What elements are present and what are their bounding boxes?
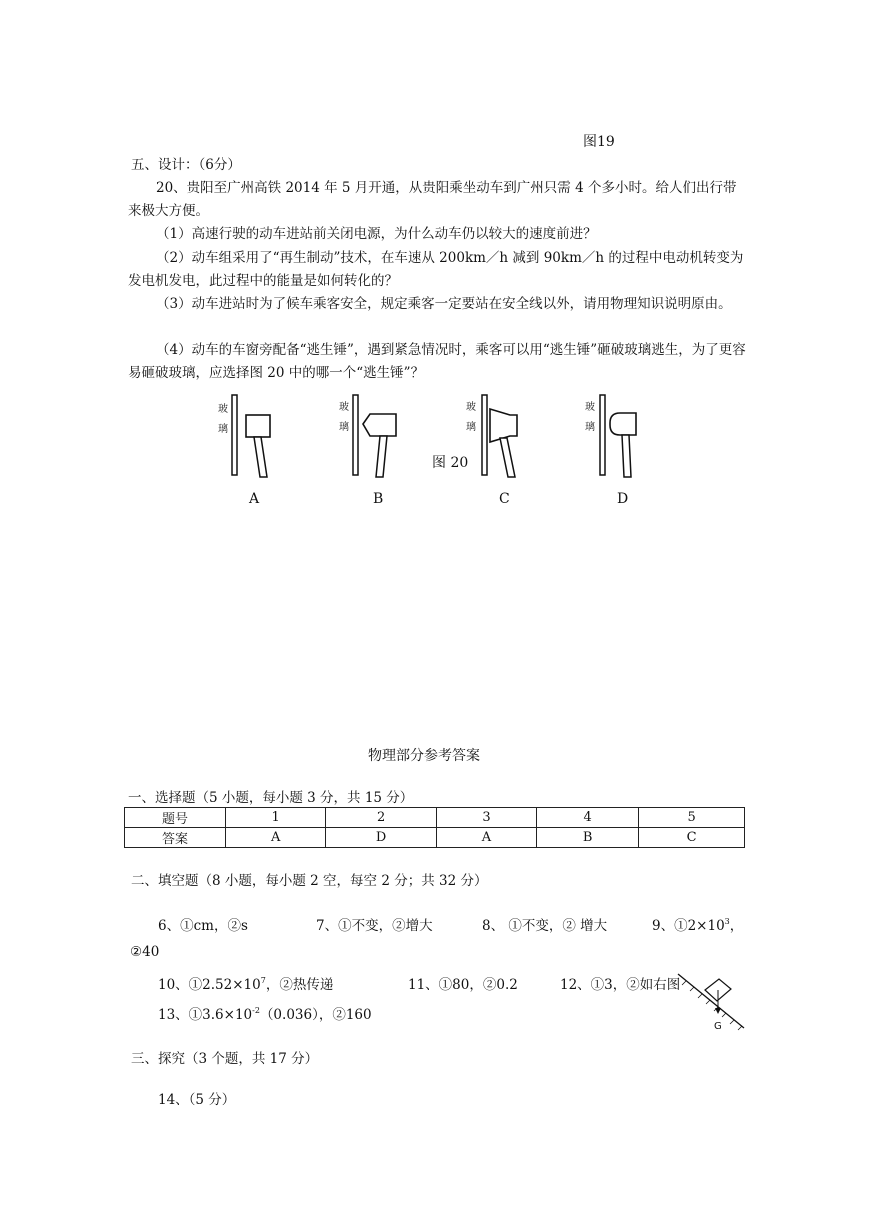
- multiple-choice-heading: 一、选择题（5 小题，每小题 3 分，共 15 分）: [128, 790, 414, 806]
- table-cell: A: [436, 828, 536, 848]
- table-row: [125, 828, 745, 848]
- answer-10: 10、$①2.52\times 10^7$，②热传递: [158, 976, 334, 993]
- question-20-part-4: （4）动车的车窗旁配备“逃生锤”，遇到紧急情况时，乘客可以用“逃生锤”砸破玻璃逃生，为了更容易砸破玻璃，应选择图 20 中的哪一个“逃生锤”？: [128, 342, 746, 381]
- table-cell: 答案: [125, 828, 226, 848]
- option-a-label: A: [249, 491, 260, 507]
- question-20-part-3: （3）动车进站时为了候车乘客安全，规定乘客一定要站在安全线以外，请用物理知识说明原由。: [156, 296, 732, 312]
- figure-20-caption: 图 20: [432, 455, 469, 471]
- table-cell: 1: [226, 808, 326, 828]
- figure-19-caption: 图19: [583, 134, 615, 150]
- answer-11: 11、①80，②0.2: [408, 977, 518, 993]
- question-20-part-2: （2）动车组采用了“再生制动”技术，在车速从 200km／h 减到 90km／h 的过程中电动机转变为发电机发电，此过程中的能量是如何转化的？: [128, 250, 744, 289]
- table-cell: B: [537, 828, 639, 848]
- table-cell: D: [326, 828, 436, 848]
- answer-7: 7、①不变，②增大: [316, 918, 433, 934]
- answer-14: 14、（5 分）: [158, 1092, 236, 1108]
- table-cell: 题号: [125, 808, 226, 828]
- fill-in-heading: 二、填空题（8 小题，每小题 2 空，每空 2 分；共 32 分）: [131, 873, 488, 889]
- answer-9-continued: ②40: [130, 944, 160, 960]
- answer-6: 6、①cm，②s: [158, 918, 248, 934]
- option-c-label: C: [499, 491, 510, 507]
- glass-label-d-1: 玻: [585, 402, 595, 413]
- table-cell: 4: [537, 808, 639, 828]
- answers-title: 物理部分参考答案: [368, 748, 480, 764]
- glass-label-c-2: 璃: [466, 422, 476, 433]
- question-20-intro: 20、贵阳至广州高铁 2014 年 5 月开通，从贵阳乘坐动车到广州只需 4 个多小时。给人们出行带来极大方便。: [128, 180, 737, 219]
- inclined-plane-diagram: [676, 970, 748, 1034]
- table-cell: 2: [326, 808, 436, 828]
- answer-13: 13、$①3.6\times 10^{-2}(0.036)$，②160: [158, 1006, 372, 1023]
- question-20-part-1: （1）高速行驶的动车进站前关闭电源，为什么动车仍以较大的速度前进？: [156, 226, 597, 242]
- glass-label-a-1: 玻: [218, 404, 228, 415]
- glass-label-c-1: 玻: [466, 402, 476, 413]
- glass-label-a-2: 璃: [218, 424, 228, 435]
- section-5-heading: 五、设计：（6分）: [131, 157, 241, 173]
- answer-table: [124, 807, 745, 848]
- table-cell: 3: [436, 808, 536, 828]
- glass-label-d-2: 璃: [585, 422, 595, 433]
- table-row: [125, 808, 745, 828]
- option-d-label: D: [617, 491, 629, 507]
- answer-9: 9、$①2\times 10^3$，: [652, 917, 744, 934]
- gravity-label: G: [714, 1021, 722, 1032]
- table-cell: C: [639, 828, 745, 848]
- answer-8: 8、 ①不变，② 增大: [482, 918, 608, 934]
- glass-label-b-1: 玻: [339, 402, 349, 413]
- table-cell: A: [226, 828, 326, 848]
- glass-label-b-2: 璃: [339, 422, 349, 433]
- answer-12: 12、①3，②如右图: [560, 977, 681, 993]
- table-cell: 5: [639, 808, 745, 828]
- explore-heading: 三、探究（3 个题，共 17 分）: [131, 1051, 319, 1067]
- option-b-label: B: [373, 491, 384, 507]
